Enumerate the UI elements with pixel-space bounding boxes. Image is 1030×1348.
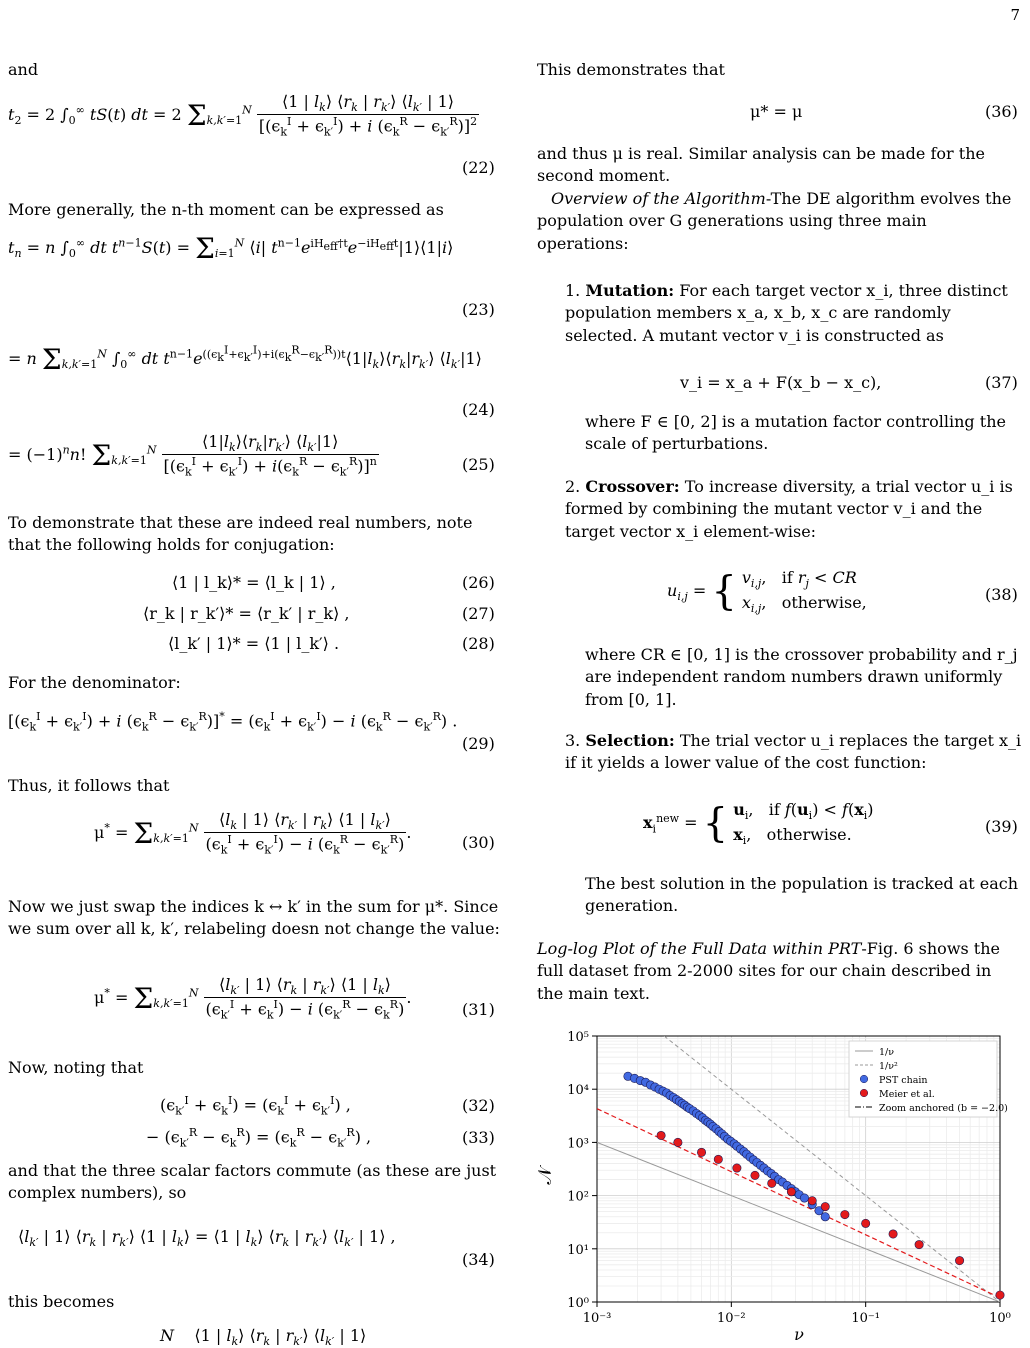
meier-point <box>808 1197 816 1205</box>
equation-22: $t_2 = 2$ $\int_0^\infty$ tS(t) dt = 2 $\Sigma_{k,k'=1}^N$ $\frac{⟨1 | l_k⟩ ⟨r_k | r_{k'}⟩ ⟨l_{k'} | 1⟩}{[(\epsilon_k^I + \epsilon_{k'}^I) + i (\epsilon_k^R - \epsilon_{k'}^R)]^2}$ <box>8 92 478 139</box>
loglog-paragraph <box>537 938 1022 1005</box>
list-item-selection <box>565 730 1022 775</box>
equation-23: $t_n = n$ $\int_0^\infty$ dt $t^{n-1}S(t) = \Sigma_{i=1}^N$ ⟨i| $t^{n-1}e^{iH_{eff}\dagger t}e^{-iH_{eff}t}|1⟩⟨1|i⟩$ <box>8 232 454 265</box>
text-more-generally: More generally, the n-th moment can be expressed as <box>8 200 444 219</box>
text-and: and <box>8 60 39 79</box>
x-tick-label: 10⁰ <box>989 1311 1011 1326</box>
eq24-label: (24) <box>462 400 495 419</box>
text-demonstrates: This demonstrates that <box>537 60 725 79</box>
list-item-mutation <box>565 280 1022 347</box>
line-1-over-nu <box>597 1142 1000 1302</box>
meier-point <box>733 1164 741 1172</box>
equation-38: $u_{i,j}$ = { $v_{i,j}$, if $r_j$ < CR $x_{i,j}$, otherwise, <box>667 568 867 615</box>
eq30-label: (30) <box>462 833 495 852</box>
equation-27: ⟨r_k | r_k′⟩* = ⟨r_k′ | r_k⟩ , <box>143 604 350 623</box>
text-now-noting: Now, noting that <box>8 1058 144 1077</box>
eq38-label: (38) <box>985 585 1018 604</box>
list-item-crossover <box>565 476 1022 543</box>
overview-heading: Overview of the Algorithm <box>551 189 766 208</box>
legend-label: Zoom anchored (b = −2.0) <box>879 1103 1008 1114</box>
y-tick-label: 10² <box>567 1189 589 1205</box>
meier-point <box>889 1230 897 1238</box>
eq23-label: (23) <box>462 300 495 319</box>
chart-legend <box>849 1041 1008 1117</box>
eq25-label: (25) <box>462 455 495 474</box>
x-tick-label: 10⁻² <box>717 1311 746 1326</box>
equation-35-partial: N ⟨1 | $l_k⟩$ $⟨r_k$ | $r_{k'}⟩$ $⟨l_{k'}$ | 1⟩ <box>160 1326 367 1348</box>
item3-number: 3. <box>565 731 581 750</box>
item2-heading: Crossover: <box>585 477 680 496</box>
x-tick-label: 10⁻³ <box>582 1311 612 1326</box>
y-axis-label: 𝒩 <box>537 1167 556 1185</box>
meier-point <box>996 1291 1004 1299</box>
text-this-becomes: this becomes <box>8 1292 115 1311</box>
meier-point <box>714 1155 722 1163</box>
equation-26: ⟨1 | l_k⟩* = ⟨l_k | 1⟩ , <box>172 573 336 592</box>
equation-39: $x_i^{new}$ = { $u_i$, if $f(u_i) < f(x_i)$ $x_i$, otherwise. <box>643 800 874 847</box>
legend-label: 1/ν² <box>879 1061 898 1072</box>
item1-text: For each target vector x_i, three distinct population members x_a, x_b, x_c are randomly selected. A mutant vector v_i is constructed as <box>565 281 1008 345</box>
equation-30: $\mu^* = \Sigma_{k,k'=1}^N$ $\frac{⟨l_k | 1⟩ ⟨r_{k'} | r_k⟩ ⟨1 | l_{k'}⟩}{(\epsilon_k^I + \epsilon_{k'}^I) - i (\epsilon_k^R - \epsilon_{k'}^R)}$ . <box>94 810 412 857</box>
meier-point <box>915 1240 923 1248</box>
text-mu-real: and thus μ is real. Similar analysis can be made for the second moment. <box>537 144 985 186</box>
legend-marker <box>860 1075 868 1083</box>
pst-point <box>821 1213 829 1221</box>
equation-37: v_i = x_a + F(x_b − x_c), <box>680 373 882 392</box>
item1-number: 1. <box>565 281 581 300</box>
legend-label: 1/ν <box>879 1047 895 1058</box>
eq22-label: (22) <box>462 158 495 177</box>
loglog-heading: Log-log Plot of the Full Data within PRT <box>537 939 862 958</box>
item2-text: To increase diversity, a trial vector u_i is formed by combining the mutant vector v_i and the target vector x_i element-wise: <box>565 477 1013 541</box>
y-tick-label: 10⁰ <box>567 1296 589 1311</box>
eq27-label: (27) <box>462 604 495 623</box>
equation-32: $(\epsilon_{k'}^I + \epsilon_k^I) = (\epsilon_k^I + \epsilon_{k'}^I)$ , <box>160 1094 351 1118</box>
overview-text: -The DE algorithm evolves the population over G generations using three main operations: <box>537 189 1012 253</box>
eq32-label: (32) <box>462 1096 495 1115</box>
text-for-denominator: For the denominator: <box>8 673 181 692</box>
y-tick-label: 10⁴ <box>567 1083 589 1099</box>
text-demonstrate: To demonstrate that these are indeed real numbers, note that the following holds for conjugation: <box>8 513 473 555</box>
meier-point <box>787 1188 795 1196</box>
overview-paragraph <box>537 188 1022 255</box>
x-axis-label: ν <box>794 1325 804 1343</box>
equation-29: [$(\epsilon_k^I + \epsilon_{k'}^I) + i$ $(\epsilon_k^R - \epsilon_{k'}^R)]^* = (\epsilon_k^I + \epsilon_{k'}^I) - i$ $(\epsilon_k^R - \epsilon_{k'}^R)$ . <box>8 710 458 734</box>
item3-text: The trial vector u_i replaces the target x_i if it yields a lower value of the cost function: <box>565 731 1022 773</box>
loglog-plot <box>537 1010 1022 1343</box>
meier-point <box>751 1171 759 1179</box>
legend-label: PST chain <box>879 1075 928 1086</box>
eq39-label: (39) <box>985 817 1018 836</box>
meier-point <box>768 1179 776 1187</box>
equation-36: μ* = μ <box>750 102 803 121</box>
equation-34: $⟨l_{k'}$ | 1⟩ $⟨r_k$ | $r_{k'}⟩$ ⟨1 | $l_k⟩$ = ⟨1 | $l_k⟩$ $⟨r_k$ | $r_{k'}⟩$ $⟨l_{k'}$ | 1⟩ , <box>18 1227 396 1250</box>
text-swap: Now we just swap the indices k ↔ k′ in the sum for μ*. Since we sum over all k, k′, relabeling doesn not change the value: <box>8 897 500 939</box>
item1-heading: Mutation: <box>585 281 675 300</box>
item1-after: where F ∈ [0, 2] is a mutation factor controlling the scale of perturbations. <box>585 412 1006 454</box>
eq29-label: (29) <box>462 734 495 753</box>
eq36-label: (36) <box>985 102 1018 121</box>
meier-point <box>841 1210 849 1218</box>
text-commute: and that the three scalar factors commute (as these are just complex numbers), so <box>8 1161 497 1203</box>
meier-point <box>821 1202 829 1210</box>
meier-point <box>674 1138 682 1146</box>
equation-24: = n $\Sigma_{k,k'=1}^N$ $\int_0^\infty$ dt $t^{n-1}e^{((\epsilon_k^I+\epsilon_{k'}^I)+i(\epsilon_k^R-\epsilon_{k'}^R))t}⟨1|l_k⟩⟨r_k|r_{k'}⟩$ $⟨l_{k'}|1⟩$ <box>8 343 482 376</box>
eq33-label: (33) <box>462 1128 495 1147</box>
meier-point <box>697 1148 705 1156</box>
meier-point <box>657 1131 665 1139</box>
loglog-text: -Fig. 6 shows the full dataset from 2-2000 sites for our chain described in the main text. <box>537 939 1001 1003</box>
pst-point <box>800 1194 808 1202</box>
y-tick-label: 10³ <box>567 1136 589 1152</box>
text-thus: Thus, it follows that <box>8 776 170 795</box>
item3-after: The best solution in the population is tracked at each generation. <box>585 874 1019 916</box>
x-tick-label: 10⁻¹ <box>851 1311 880 1326</box>
item2-number: 2. <box>565 477 581 496</box>
meier-point <box>955 1256 963 1264</box>
equation-28: ⟨l_k′ | 1⟩* = ⟨1 | l_k′⟩ . <box>168 634 340 653</box>
item2-after: where CR ∈ [0, 1] is the crossover probability and r_j are independent random numbers drawn uniformly from [0, 1]. <box>585 645 1018 709</box>
eq31-label: (31) <box>462 1000 495 1019</box>
eq37-label: (37) <box>985 373 1018 392</box>
eq34-label: (34) <box>462 1250 495 1269</box>
equation-31: $\mu^* = \Sigma_{k,k'=1}^N$ $\frac{⟨l_{k'} | 1⟩ ⟨r_k | r_{k'}⟩ ⟨1 | l_k⟩}{(\epsilon_{k'}^I + \epsilon_k^I) - i (\epsilon_{k'}^R - \epsilon_k^R)}$ . <box>94 975 412 1022</box>
equation-33: − $(\epsilon_{k'}^R - \epsilon_k^R) = (\epsilon_k^R - \epsilon_{k'}^R)$ , <box>146 1126 372 1150</box>
item3-heading: Selection: <box>585 731 675 750</box>
legend-marker <box>860 1089 868 1097</box>
meier-point <box>861 1219 869 1227</box>
y-tick-label: 10⁵ <box>567 1030 589 1045</box>
legend-label: Meier et al. <box>879 1089 935 1100</box>
y-tick-label: 10¹ <box>567 1242 589 1258</box>
figure-6-chart <box>537 1010 1022 1343</box>
page-number: 7 <box>1010 6 1020 24</box>
eq28-label: (28) <box>462 634 495 653</box>
equation-25: = $(-1)^nn$! $\Sigma_{k,k'=1}^N$ $\frac{⟨1|l_k⟩⟨r_k|r_{k'}⟩ ⟨l_{k'}|1⟩}{[(\epsilon_k^I + \epsilon_{k'}^I) + i(\epsilon_k^R - \epsilon_{k'}^R)]^n}$ <box>8 432 377 479</box>
eq26-label: (26) <box>462 573 495 592</box>
